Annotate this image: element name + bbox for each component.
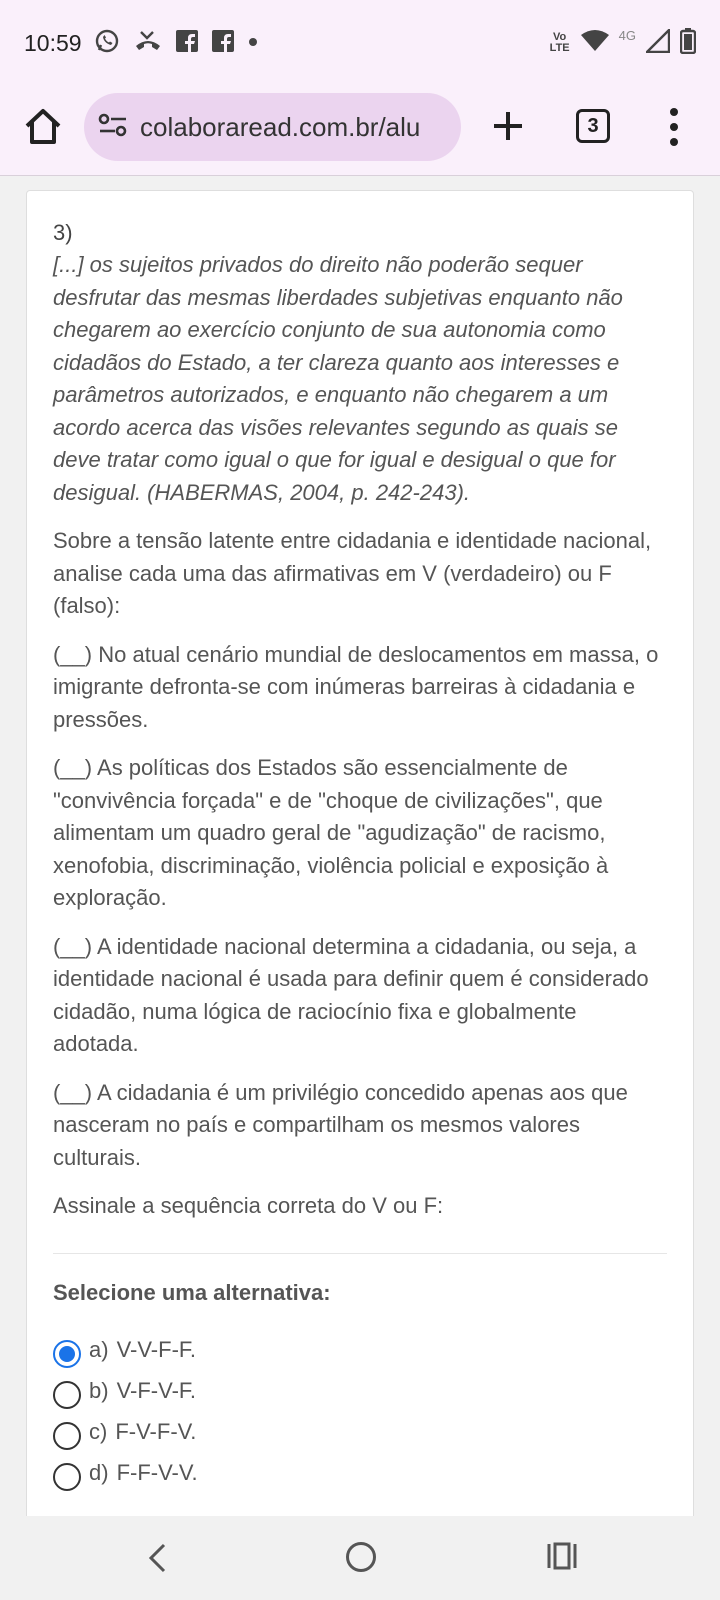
signal-4g-label: 4G: [618, 27, 636, 43]
option-text: F-V-F-V.: [115, 1419, 197, 1444]
new-tab-button[interactable]: [488, 106, 528, 146]
system-nav-bar: [0, 1516, 720, 1600]
question-quote: [...] os sujeitos privados do direito não poderão sequer desfrutar das mesmas liberdades subjetivas enquanto não chegarem ao exercício conjunto de sua autonomia como cidadãos do Estado, a ter clareza quanto aos interesses e parâmetros autorizados, e enquanto não chegarem a um acordo acerca das visões relevantes segundo as quais se deve tratar como igual o que for igual e desigual o que for desigual. (HABERMAS, 2004, p. 242-243).: [53, 252, 623, 505]
option-letter: d): [89, 1460, 109, 1485]
option-letter: b): [89, 1378, 109, 1403]
dot-icon: [248, 34, 258, 52]
option-letter: c): [89, 1419, 108, 1444]
option-a[interactable]: [53, 1330, 667, 1371]
option-c[interactable]: [53, 1412, 667, 1453]
divider: [53, 1253, 667, 1254]
question-number: 3): [53, 220, 73, 245]
option-letter: a): [89, 1337, 109, 1362]
option-text: V-F-V-F.: [116, 1378, 197, 1403]
plus-icon: [488, 106, 528, 146]
home-button[interactable]: [22, 106, 64, 148]
option-text: F-F-V-V.: [116, 1460, 198, 1485]
recent-apps-icon: [546, 1540, 578, 1572]
status-time: 10:59: [24, 29, 82, 56]
facebook-icon: [212, 30, 234, 57]
question-prompt: Sobre a tensão latente entre cidadania e identidade nacional, analise cada uma das afirmativas em V (verdadeiro) ou F (falso):: [53, 528, 652, 618]
recent-apps-button[interactable]: [546, 1540, 578, 1572]
option-d[interactable]: [53, 1453, 667, 1494]
back-icon: [146, 1542, 170, 1574]
overflow-menu-button[interactable]: [664, 106, 684, 148]
url-text[interactable]: colaboraread.com.br/alu: [140, 111, 421, 142]
address-bar[interactable]: [84, 93, 461, 161]
statement-4: (__) A cidadania é um privilégio concedido apenas aos que nasceram no país e compartilham os mesmos valores culturais.: [53, 1079, 628, 1170]
battery-icon: [680, 28, 696, 59]
browser-toolbar: [0, 86, 720, 176]
whatsapp-icon: [94, 28, 120, 59]
signal-icon: [646, 29, 670, 58]
volte-icon: Vo LTE: [549, 31, 570, 54]
option-text: V-V-F-F.: [116, 1337, 197, 1362]
question-instruction: Assinale a sequência correta do V ou F:: [53, 1193, 444, 1218]
radio-b[interactable]: [53, 1381, 81, 1409]
home-circle-icon[interactable]: [346, 1542, 376, 1572]
statement-3: (__) A identidade nacional determina a cidadania, ou seja, a identidade nacional é usada para definir quem é considerado cidadão, numa lógica de raciocínio fixa e globalmente adotada.: [53, 933, 649, 1056]
wifi-icon: [581, 30, 609, 57]
radio-d[interactable]: [53, 1463, 81, 1491]
back-button[interactable]: [146, 1542, 170, 1574]
system-icons: [549, 28, 696, 59]
statement-1: (__) No atual cenário mundial de deslocamentos em massa, o imigrante defronta-se com inúmeras barreiras à cidadania e pressões.: [53, 641, 659, 732]
page-content[interactable]: [0, 176, 720, 1516]
home-icon: [22, 106, 64, 148]
tab-switcher-button[interactable]: 3: [576, 109, 610, 143]
status-bar: [0, 0, 720, 86]
statement-2: (__) As políticas dos Estados são essencialmente de "convivência forçada" e de "choque de civilizações", que alimentam um quadro geral de "agudização" de racismo, xenofobia, discriminação, violência policial e exposição à exploração.: [53, 755, 609, 910]
radio-a[interactable]: [53, 1340, 81, 1368]
site-settings-icon[interactable]: [98, 112, 128, 143]
radio-c[interactable]: [53, 1422, 81, 1450]
notification-icons: [94, 28, 258, 59]
facebook-icon: [176, 30, 198, 57]
more-vert-icon: [664, 106, 684, 148]
question-card: [26, 190, 694, 1516]
option-b[interactable]: [53, 1371, 667, 1412]
missed-call-icon: [134, 28, 162, 59]
select-label: Selecione uma alternativa:: [53, 1279, 331, 1305]
